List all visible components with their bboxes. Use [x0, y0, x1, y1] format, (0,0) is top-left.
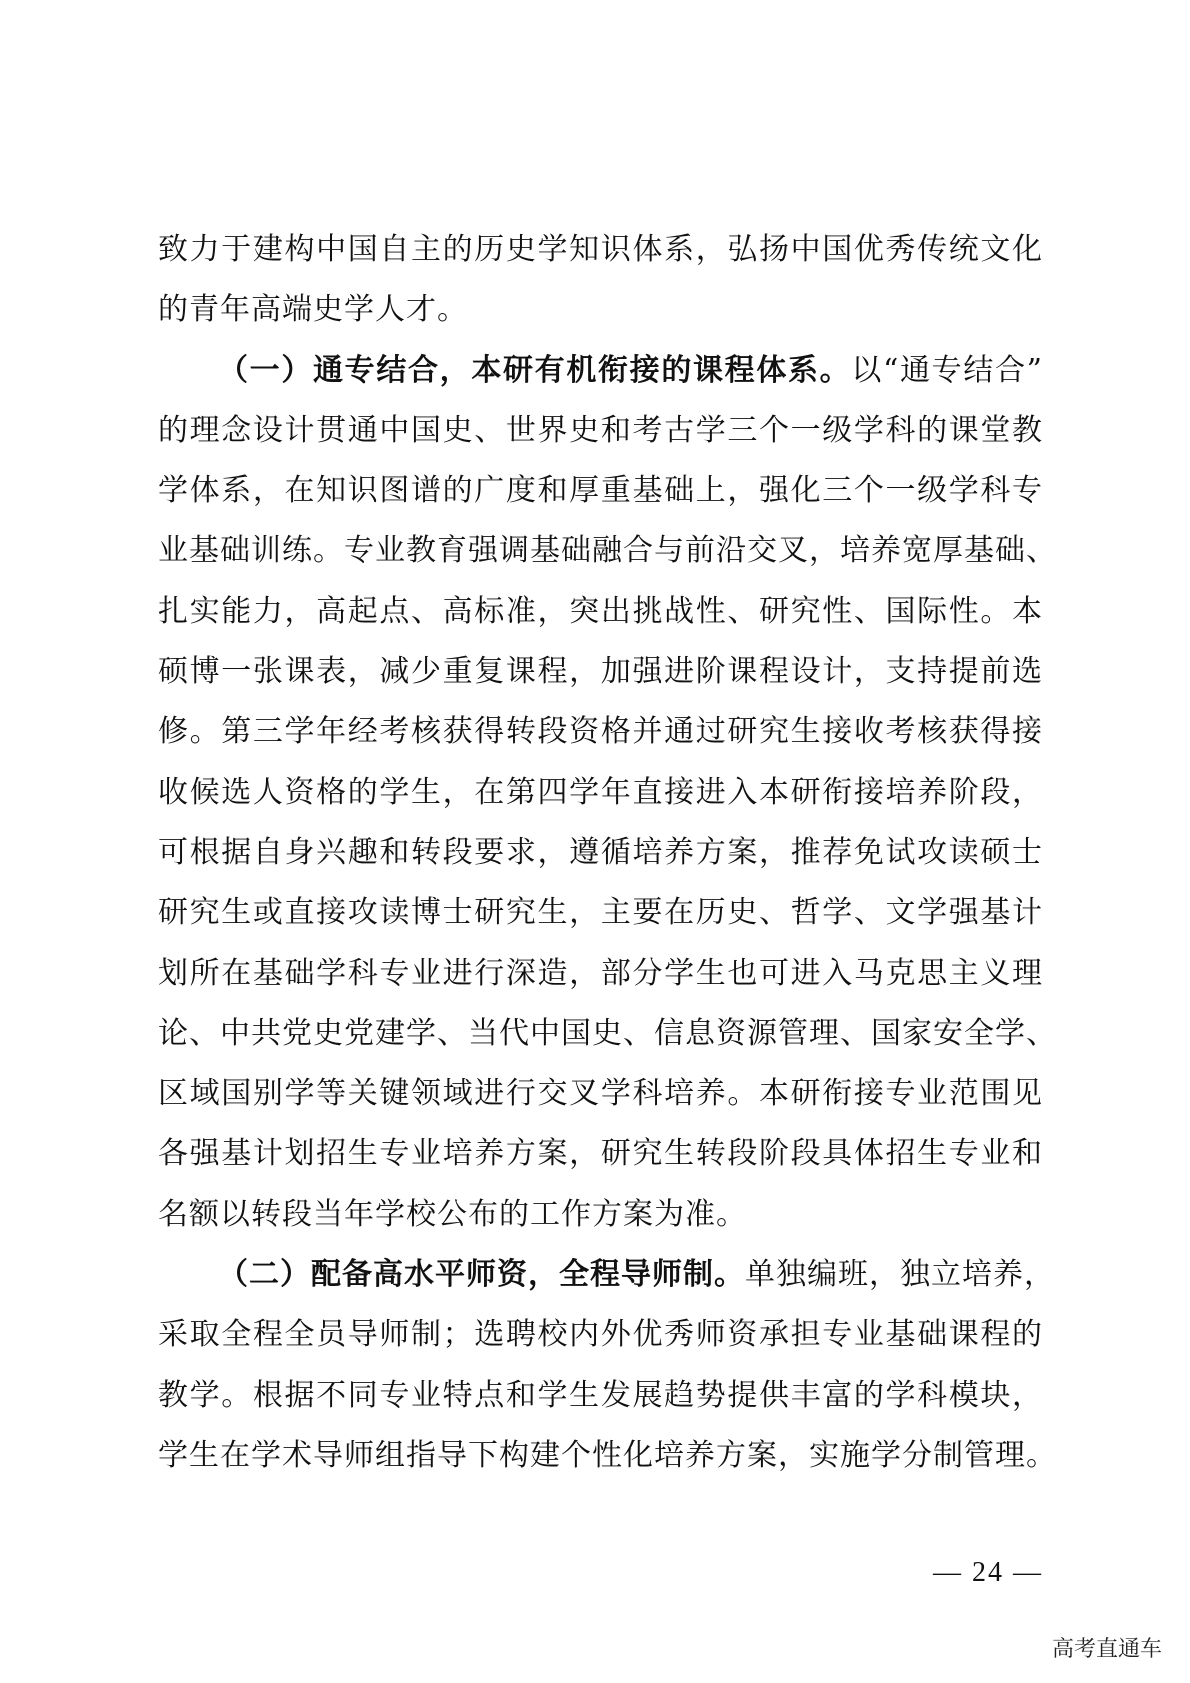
- text-line: 致力于建构中国自主的历史学知识体系，弘扬中国优秀传统文化: [158, 232, 1043, 267]
- text-line: 扎实能力，高起点、高标准，突出挑战性、研究性、国际性。本: [158, 593, 1043, 629]
- text-line: 学体系，在知识图谱的广度和厚重基础上，强化三个一级学科专: [158, 473, 1043, 509]
- text-line: 论、中共党史党建学、当代中国史、信息资源管理、国家安全学、: [158, 1015, 1057, 1051]
- paragraph-curriculum: [158, 341, 1057, 1245]
- text-line: 各强基计划招生专业培养方案，研究生转段阶段具体招生专业和: [158, 1136, 1043, 1172]
- text-line: 区域国别学等关键领域进行交叉学科培养。本研衔接专业范围见: [158, 1076, 1043, 1112]
- text-line: [158, 1245, 1055, 1305]
- text-line: 划所在基础学科专业进行深造，部分学生也可进入马克思主义理: [158, 955, 1043, 991]
- text-line: 教学。根据不同专业特点和学生发展趋势提供丰富的学科模块，: [158, 1377, 1043, 1413]
- text-line: 的青年高端史学人才。: [158, 292, 468, 328]
- text-line: 修。第三学年经考核获得转段资格并通过研究生接收考核获得接: [158, 714, 1043, 750]
- text-line: 收候选人资格的学生，在第四学年直接进入本研衔接培养阶段，: [158, 774, 1043, 810]
- document-body: [158, 220, 1057, 1486]
- text-span: 单独编班，独立培养，: [745, 1257, 1055, 1293]
- watermark-text: 高考直通车: [1051, 1637, 1162, 1662]
- page-number: — 24 —: [933, 1557, 1043, 1588]
- section-heading-curriculum: （一）通专结合，本研有机衔接的课程体系。: [218, 352, 852, 388]
- paragraph-mentors: [158, 1245, 1057, 1486]
- text-line: 研究生或直接攻读博士研究生，主要在历史、哲学、文学强基计: [158, 895, 1043, 931]
- text-line: 业基础训练。专业教育强调基础融合与前沿交叉，培养宽厚基础、: [158, 533, 1057, 569]
- text-line: 的理念设计贯通中国史、世界史和考古学三个一级学科的课堂教: [158, 412, 1043, 448]
- section-heading-mentors: （二）配备高水平师资，全程导师制。: [218, 1257, 745, 1293]
- paragraph-continuation: [158, 220, 1043, 341]
- text-line: 名额以转段当年学校公布的工作方案为准。: [158, 1196, 747, 1232]
- text-line: [158, 341, 1043, 401]
- text-line: 可根据自身兴趣和转段要求，遵循培养方案，推荐免试攻读硕士: [158, 834, 1043, 870]
- text-line: 采取全程全员导师制；选聘校内外优秀师资承担专业基础课程的: [158, 1317, 1043, 1353]
- text-span: 以“通专结合”: [851, 352, 1043, 388]
- text-line: 硕博一张课表，减少重复课程，加强进阶课程设计，支持提前选: [158, 654, 1043, 690]
- text-line: 学生在学术导师组指导下构建个性化培养方案，实施学分制管理。: [158, 1437, 1057, 1473]
